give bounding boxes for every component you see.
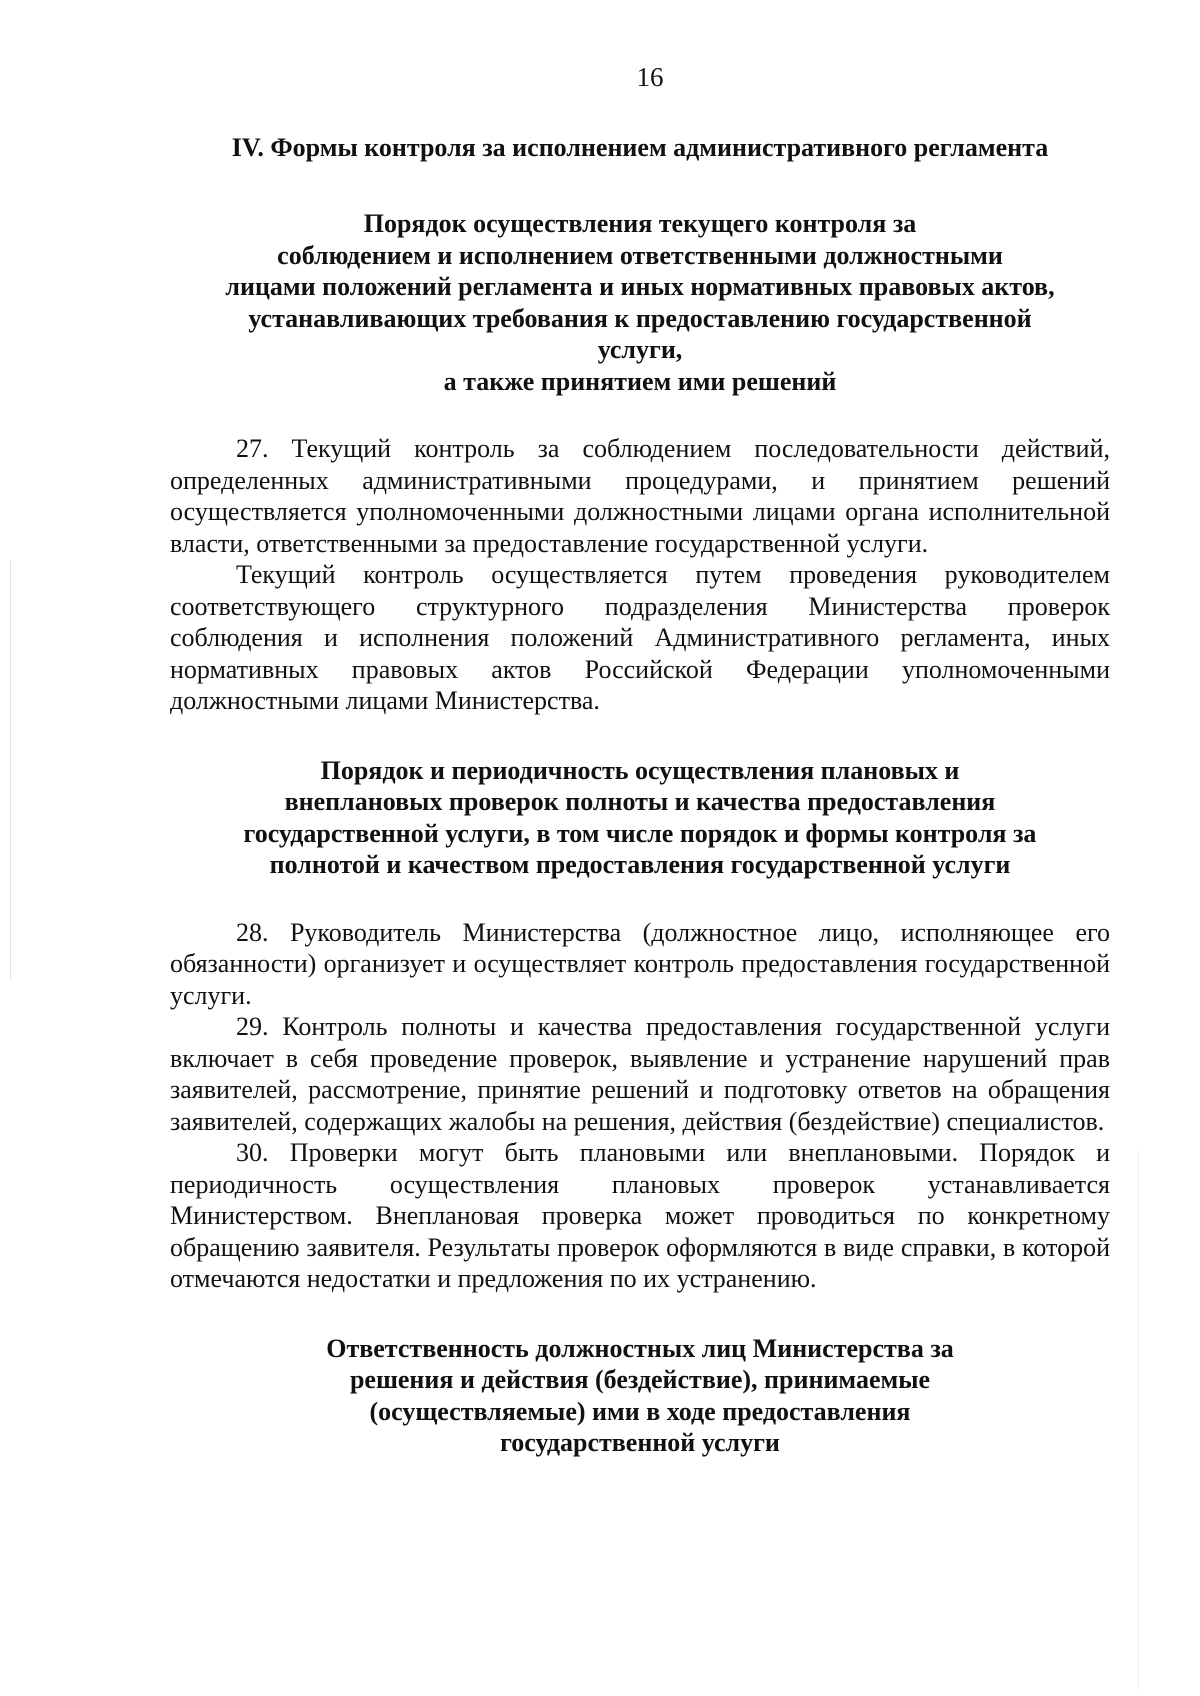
- subheading-line: устанавливающих требования к предоставлению государственной: [248, 303, 1032, 333]
- subheading-line: соблюдением и исполнением ответственными должностными: [277, 240, 1003, 270]
- subheading-line: (осуществляемые) ими в ходе предоставления: [369, 1396, 911, 1426]
- subheading-current-control: [170, 208, 1110, 397]
- scan-artifact-left: [10, 560, 11, 980]
- subheading-line: а также принятием ими решений: [443, 366, 837, 396]
- paragraph-27-continued: Текущий контроль осуществляется путем проведения руководителем соответствующего структурного подразделения Министерства проверок соблюдения и исполнения положений Административного регламента, иных нормативных правовых актов Российской Федерации уполномоченными должностными лицами Министерства.: [170, 560, 1110, 715]
- subheading-line: внеплановых проверок полноты и качества предоставления: [284, 787, 996, 816]
- subheading-line: Ответственность должностных лиц Министерства за: [326, 1333, 954, 1363]
- paragraph-29: 29. Контроль полноты и качества предоставления государственной услуги включает в себя проведение проверок, выявление и устранение нарушений прав заявителей, рассмотрение, принятие решений и подготовку ответов на обращения заявителей, содержащих жалобы на решения, действия (бездействие) специалистов.: [170, 1012, 1110, 1136]
- subheading-line: полнотой и качеством предоставления государственной услуги: [269, 850, 1011, 879]
- subheading-responsibility: [170, 1333, 1110, 1459]
- subheading-line: лицами положений регламента и иных нормативных правовых актов,: [225, 272, 1055, 301]
- subheading-line: услуги,: [597, 335, 683, 364]
- paragraph-30: 30. Проверки могут быть плановыми или внеплановыми. Порядок и периодичность осуществления плановых проверок устанавливается Министерством. Внеплановая проверка может проводиться по конкретному обращению заявителя. Результаты проверок оформляются в виде справки, в которой отмечаются недостатки и предложения по их устранению.: [170, 1138, 1110, 1293]
- subheading-line: Порядок и периодичность осуществления плановых и: [320, 755, 960, 785]
- subheading-inspections: [170, 755, 1110, 881]
- paragraph-group-inspections: [170, 917, 1110, 1295]
- page-content: [170, 62, 1110, 1495]
- paragraph-27: 27. Текущий контроль за соблюдением последовательности действий, определенных административными процедурами, и принятием решений осуществляется уполномоченными должностными лицами органа исполнительной власти, ответственными за предоставление государственной услуги.: [170, 434, 1110, 558]
- section-title: IV. Формы контроля за исполнением административного регламента: [231, 133, 1049, 162]
- subheading-line: решения и действия (бездействие), принимаемые: [349, 1365, 931, 1394]
- paragraph-28: 28. Руководитель Министерства (должностное лицо, исполняющее его обязанности) организует и осуществляет контроль предоставления государственной услуги.: [170, 917, 1110, 1010]
- page-number: 16: [636, 62, 664, 92]
- subheading-line: государственной услуги: [500, 1428, 780, 1457]
- paragraph-group-current-control: [170, 433, 1110, 717]
- subheading-line: Порядок осуществления текущего контроля за: [363, 209, 917, 238]
- scan-artifact-right: [1138, 1150, 1139, 1690]
- subheading-line: государственной услуги, в том числе порядок и формы контроля за: [243, 818, 1037, 848]
